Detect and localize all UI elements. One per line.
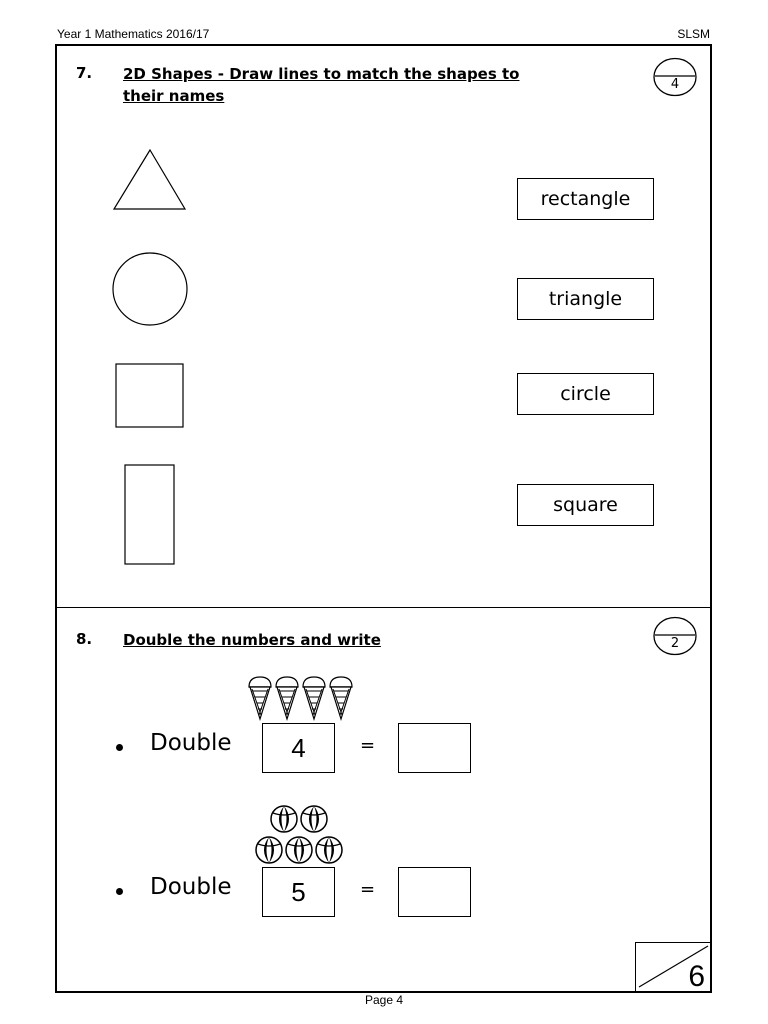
section-divider [57, 607, 710, 608]
q7-title-line1: 2D Shapes - Draw lines to match the shapes to [123, 65, 520, 83]
beach-ball-icon [250, 804, 348, 868]
triangle-icon [111, 147, 189, 213]
q7-title [123, 63, 519, 107]
worksheet-frame [55, 44, 712, 993]
q7-marks: 4 [670, 77, 680, 92]
name-box-square[interactable]: square [517, 484, 654, 526]
equals-sign-1: = [360, 735, 376, 756]
double-label-1: Double [150, 730, 232, 756]
name-box-triangle[interactable]: triangle [517, 278, 654, 320]
total-marks-box [635, 942, 711, 992]
q7-number: 7. [76, 64, 93, 82]
name-box-circle[interactable]: circle [517, 373, 654, 415]
q8-number: 8. [76, 630, 93, 648]
name-box-rectangle[interactable]: rectangle [517, 178, 654, 220]
number-box-4: 4 [262, 723, 335, 773]
header-right: SLSM [677, 27, 710, 41]
header-left: Year 1 Mathematics 2016/17 [57, 27, 210, 41]
q7-marks-circle [653, 57, 697, 97]
answer-box-1[interactable] [398, 723, 471, 773]
equals-sign-2: = [360, 879, 376, 900]
answer-box-2[interactable] [398, 867, 471, 917]
ice-cream-cone-icon [245, 675, 357, 721]
number-box-5: 5 [262, 867, 335, 917]
rectangle-icon [124, 464, 176, 566]
q7-title-line2: their names [123, 87, 225, 105]
q8-marks: 2 [670, 636, 680, 651]
q8-title: Double the numbers and write [123, 631, 381, 649]
double-label-2: Double [150, 874, 232, 900]
bullet [116, 888, 123, 895]
page-footer: Page 4 [364, 993, 404, 1007]
total-marks: 6 [688, 960, 705, 993]
bullet [116, 744, 123, 751]
q8-marks-circle [653, 616, 697, 656]
circle-icon [111, 251, 189, 327]
square-icon [115, 363, 185, 429]
